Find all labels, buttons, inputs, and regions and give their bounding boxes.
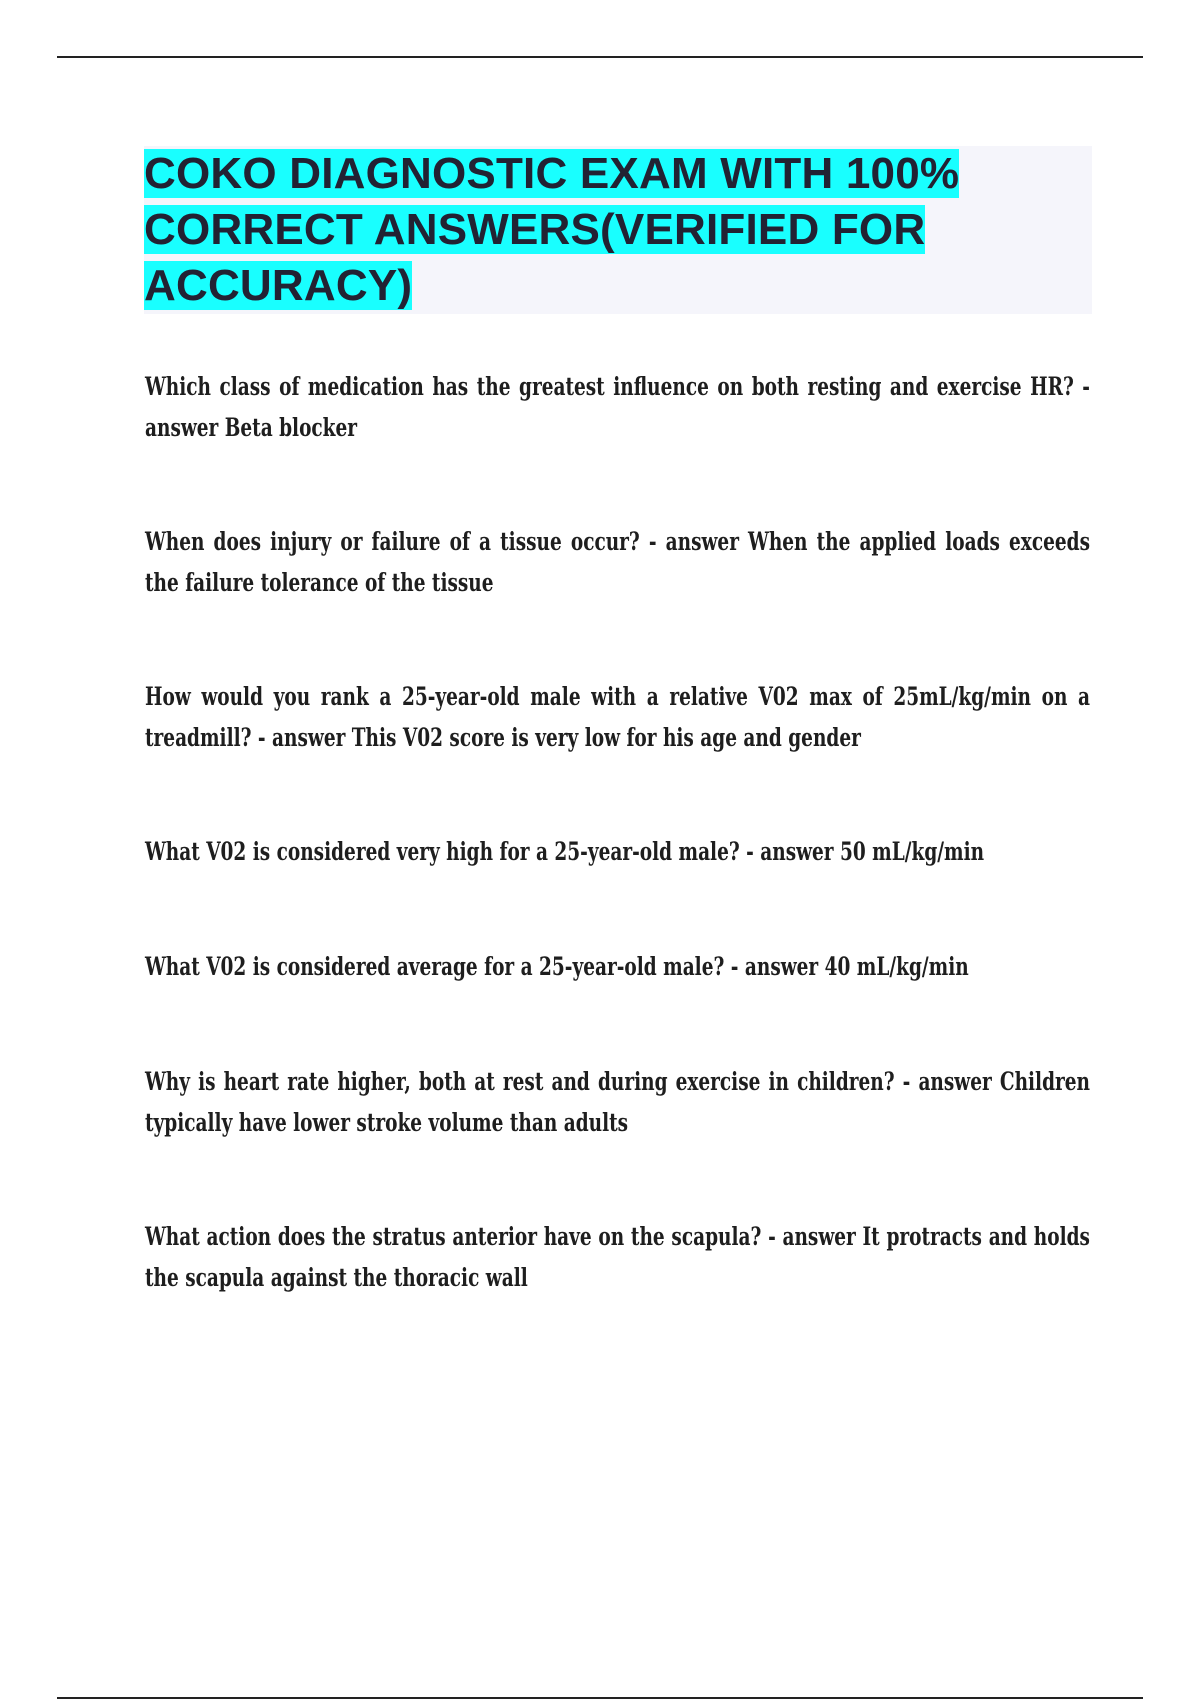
qa-item-3: How would you rank a 25-year-old male with a relative V02 max of 25mL/kg/min on a treadmill? - answer This V02 score is very low for his age and gender bbox=[145, 682, 1090, 752]
bottom-divider bbox=[57, 1697, 1143, 1699]
qa-item-6: Why is heart rate higher, both at rest and during exercise in children? - answer Children typically have lower stroke volume than adults bbox=[145, 1067, 1090, 1137]
qa-item-1: Which class of medication has the greatest influence on both resting and exercise HR? - answer Beta blocker bbox=[145, 372, 1090, 442]
title-highlight: COKO DIAGNOSTIC EXAM WITH 100% CORRECT ANSWERS(VERIFIED FOR ACCURACY) bbox=[144, 149, 960, 310]
qa-item-7: What action does the stratus anterior have on the scapula? - answer It protracts and holds the scapula against the thoracic wall bbox=[145, 1222, 1090, 1292]
qa-item-4: What V02 is considered very high for a 25-year-old male? - answer 50 mL/kg/min bbox=[145, 837, 985, 866]
top-divider bbox=[57, 56, 1143, 58]
qa-item-5: What V02 is considered average for a 25-year-old male? - answer 40 mL/kg/min bbox=[145, 952, 969, 981]
qa-list bbox=[145, 366, 1090, 1298]
qa-item-2: When does injury or failure of a tissue occur? - answer When the applied loads exceeds the failure tolerance of the tissue bbox=[145, 527, 1090, 597]
title-block bbox=[144, 146, 1092, 314]
document-title bbox=[144, 146, 1092, 314]
